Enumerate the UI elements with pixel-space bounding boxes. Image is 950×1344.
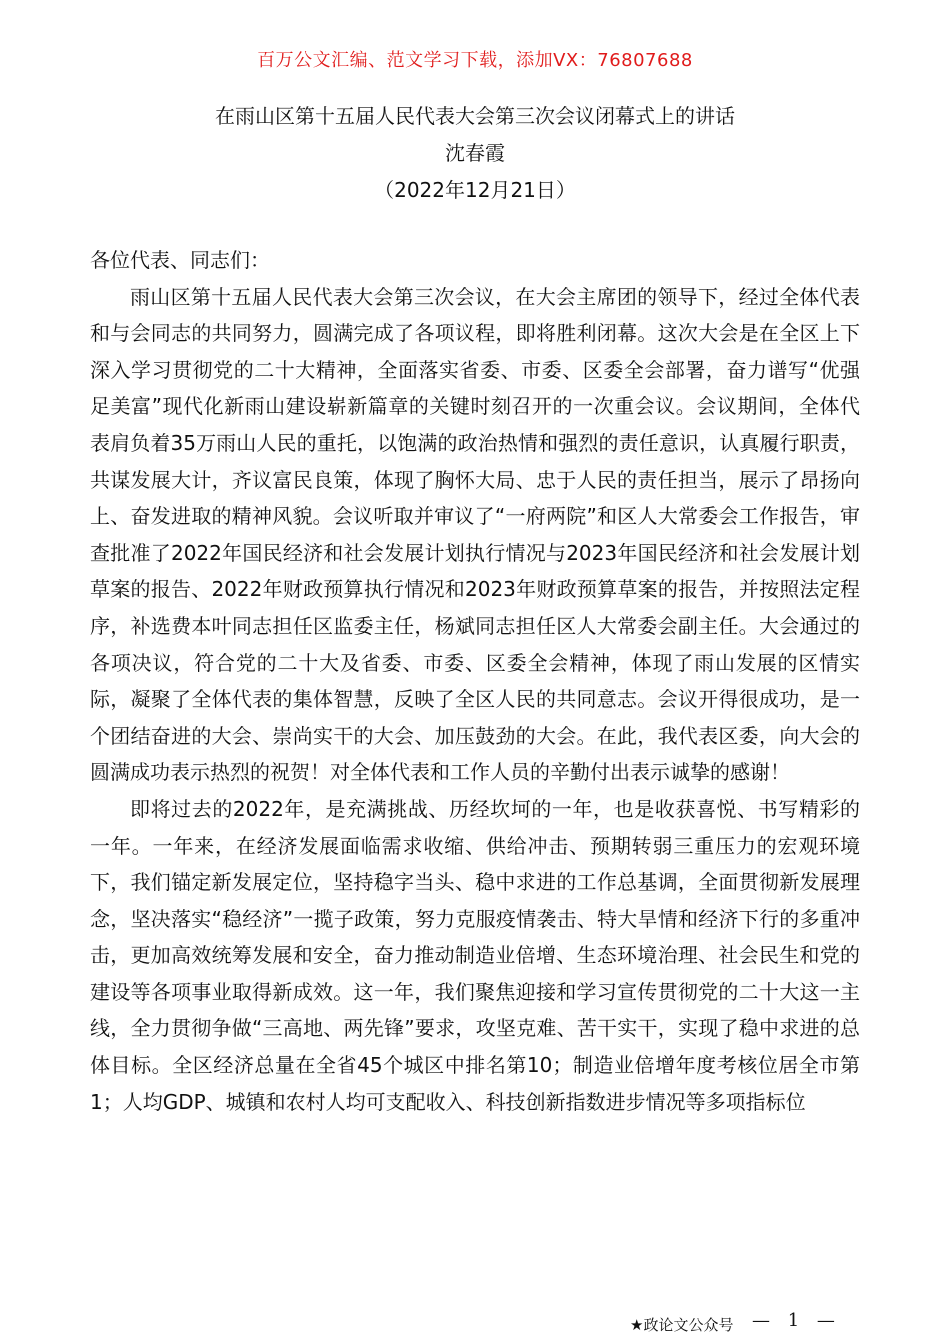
speech-date: （2022年12月21日） (374, 178, 576, 202)
page-number: — 1 — (752, 1310, 841, 1331)
paragraph: 雨山区第十五届人民代表大会第三次会议，在大会主席团的领导下，经过全体代表和与会同志的共同努力，圆满完成了各项议程，即将胜利闭幕。这次大会是在全区上下深入学习贯彻党的二十大精神，全面落实省委、市委、区委全会部署，奋力谱写“优强足美富”现代化新雨山建设崭新篇章的关键时刻召开的一次重会议。会议期间，全体代表肩负着35万雨山人民的重托，以饱满的政治热情和强烈的责任意识，认真履行职责，共谋发展大计，齐议富民良策，体现了胸怀大局、忠于人民的责任担当，展示了昂扬向上、奋发进取的精神风貌。会议听取并审议了“一府两院”和区人大常委会工作报告，审查批准了2022年国民经济和社会发展计划执行情况与2023年国民经济和社会发展计划草案的报告、2022年财政预算执行情况和2023年财政预算草案的报告，并按照法定程序，补选费本叶同志担任区监委主任，杨斌同志担任区人大常委会副主任。大会通过的各项决议，符合党的二十大及省委、市委、区委全会精神，体现了雨山发展的区情实际，凝聚了全体代表的集体智慧，反映了全区人民的共同意志。会议开得很成功，是一个团结奋进的大会、崇尚实干的大会、加压鼓劲的大会。在此，我代表区委，向大会的圆满成功表示热烈的祝贺！对全体代表和工作人员的辛勤付出表示诚挚的感谢！ (90, 284, 860, 785)
paragraph: 即将过去的2022年，是充满挑战、历经坎坷的一年，也是收获喜悦、书写精彩的一年。一年来，在经济发展面临需求收缩、供给冲击、预期转弱三重压力的宏观环境下，我们锚定新发展定位，坚持稳字当头、稳中求进的工作总基调，全面贯彻新发展理念，坚决落实“稳经济”一揽子政策，努力克服疫情袭击、特大旱情和经济下行的多重冲击，更加高效统筹发展和安全，奋力推动制造业倍增、生态环境治理、社会民生和党的建设等各项事业取得新成效。这一年，我们聚焦迎接和学习宣传贯彻党的二十大这一主线，全力贯彻争做“三高地、两先锋”要求，攻坚克难、苦干实干，实现了稳中求进的总体目标。全区经济总量在全省45个城区中排名第10；制造业倍增年度考核位居全市第1；人均GDP、城镇和农村人均可支配收入、科技创新指数进步情况等多项指标位 (90, 796, 860, 1114)
footer-source: ★政论文公众号 (630, 1316, 734, 1334)
salutation: 各位代表、同志们： (90, 248, 270, 272)
speech-title: 在雨山区第十五届人民代表大会第三次会议闭幕式上的讲话 (215, 104, 735, 128)
title-block (0, 98, 950, 209)
watermark-header: 百万公文汇编、范文学习下载，添加VX：76807688 (257, 50, 693, 71)
page-footer (0, 1310, 950, 1338)
speech-body (90, 242, 860, 1120)
speaker-name: 沈春霞 (445, 141, 505, 165)
